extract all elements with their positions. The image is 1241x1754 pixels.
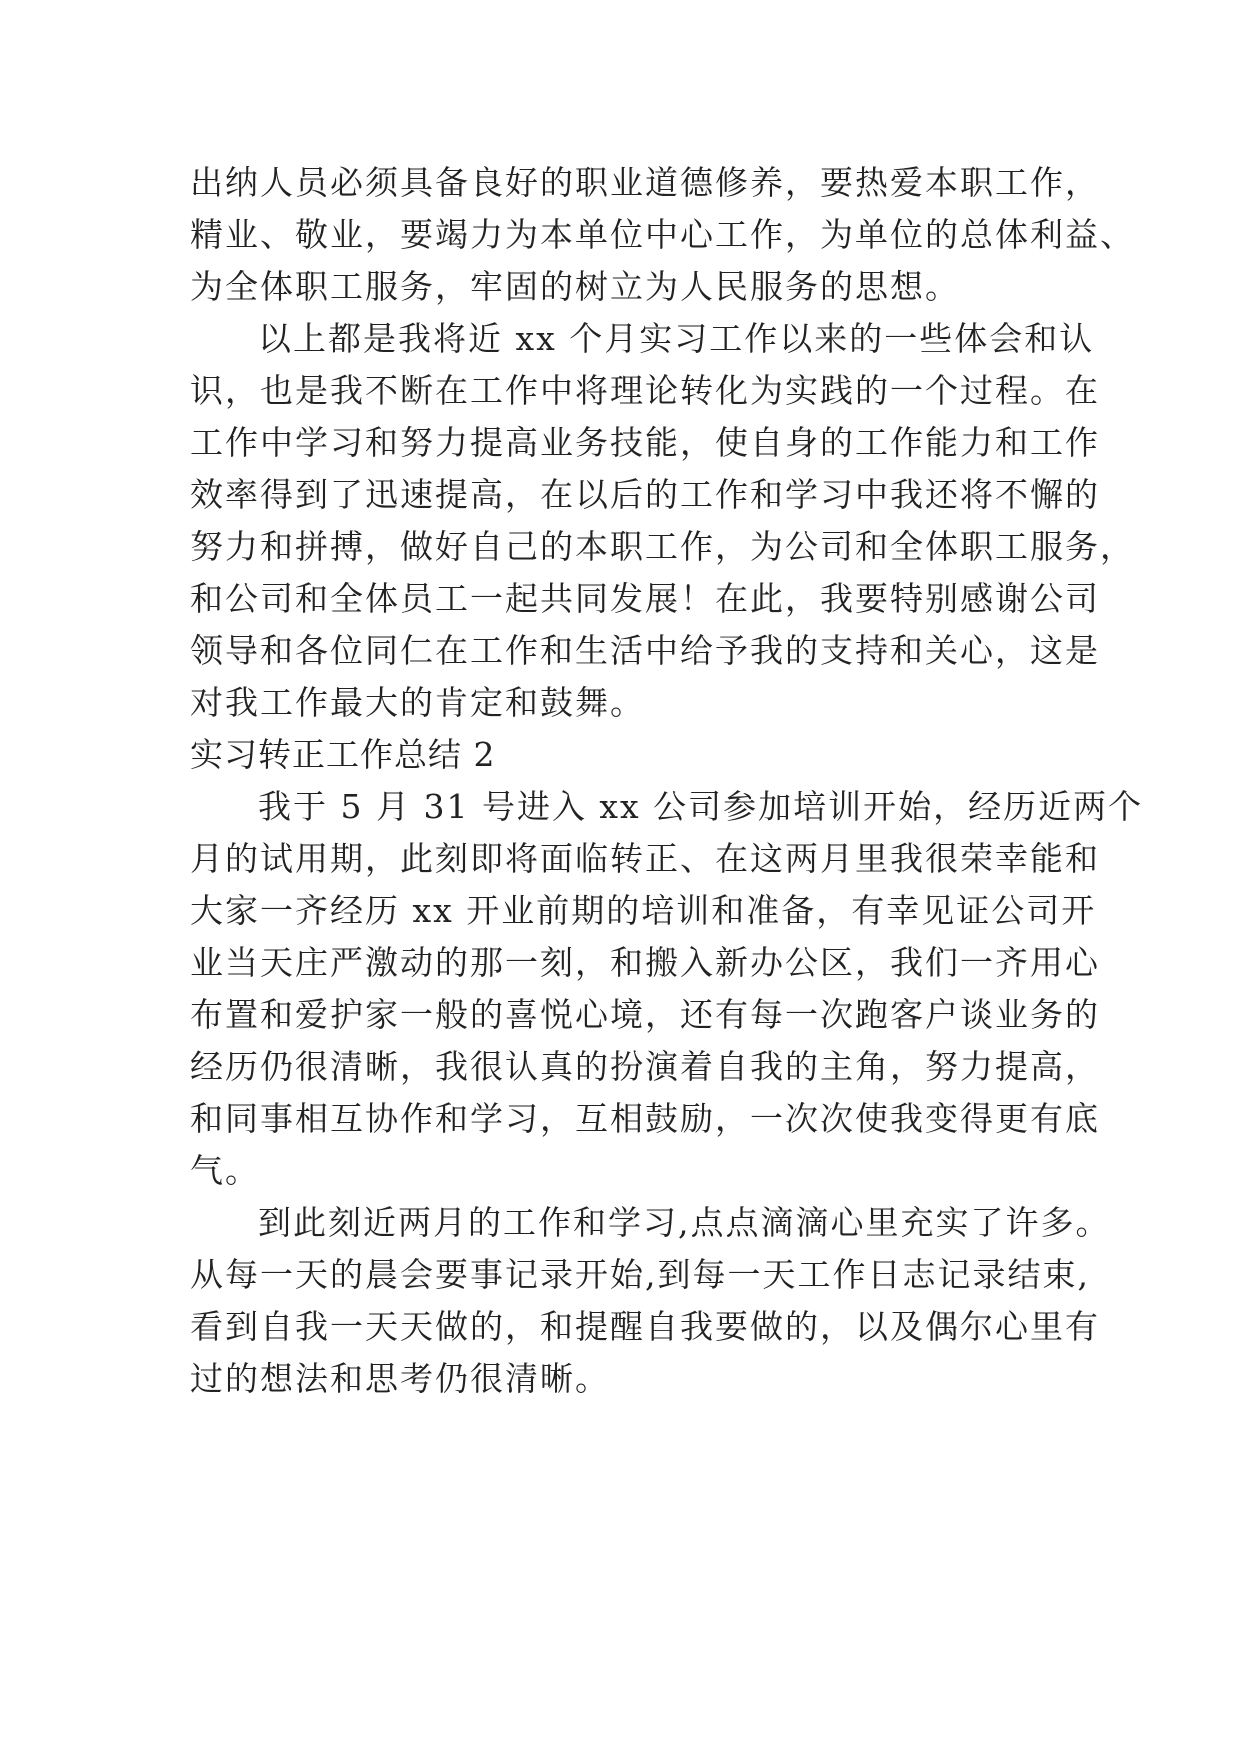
text-line: 大家一齐经历 xx 开业前期的培训和准备，有幸见证公司开	[190, 891, 1097, 930]
text-line: 看到自我一天天做的，和提醒自我要做的，以及偶尔心里有	[190, 1307, 1100, 1346]
text-line: 从每一天的晨会要事记录开始,到每一天工作日志记录结束,	[190, 1255, 1090, 1294]
text-line: 为全体职工服务，牢固的树立为人民服务的思想。	[190, 267, 960, 306]
text-line: 经历仍很清晰，我很认真的扮演着自我的主角，努力提高，	[190, 1047, 1100, 1086]
text-line: 过的想法和思考仍很清晰。	[190, 1359, 610, 1398]
paragraph-daily-records	[190, 1197, 1111, 1405]
text-line: 努力和拼搏，做好自己的本职工作，为公司和全体职工服务，	[190, 527, 1135, 566]
paragraph-training-experience	[190, 781, 1144, 1197]
section-heading: 实习转正工作总结 2	[190, 735, 496, 774]
text-line: 效率得到了迅速提高，在以后的工作和学习中我还将不懈的	[190, 475, 1100, 514]
text-line: 识，也是我不断在工作中将理论转化为实践的一个过程。在	[190, 371, 1100, 410]
text-line: 以上都是我将近 xx 个月实习工作以来的一些体会和认	[258, 319, 1095, 358]
text-line: 和公司和全体员工一起共同发展！在此，我要特别感谢公司	[190, 579, 1100, 618]
paragraph-professional-ethics	[190, 157, 1135, 313]
text-line: 出纳人员必须具备良好的职业道德修养，要热爱本职工作，	[190, 163, 1100, 202]
text-line: 和同事相互协作和学习，互相鼓励，一次次使我变得更有底	[190, 1099, 1100, 1138]
text-line: 领导和各位同仁在工作和生活中给予我的支持和关心，这是	[190, 631, 1100, 670]
text-line: 布置和爱护家一般的喜悦心境，还有每一次跑客户谈业务的	[190, 995, 1100, 1034]
text-line: 业当天庄严激动的那一刻，和搬入新办公区，我们一齐用心	[190, 943, 1100, 982]
text-line: 工作中学习和努力提高业务技能，使自身的工作能力和工作	[190, 423, 1100, 462]
text-line: 到此刻近两月的工作和学习,点点滴滴心里充实了许多。	[258, 1203, 1111, 1242]
paragraph-internship-reflection	[190, 313, 1135, 729]
document-body	[190, 157, 1144, 1405]
text-line: 精业、敬业，要竭力为本单位中心工作，为单位的总体利益、	[190, 215, 1135, 254]
text-line: 对我工作最大的肯定和鼓舞。	[190, 683, 645, 722]
text-line: 月的试用期，此刻即将面临转正、在这两月里我很荣幸能和	[190, 839, 1100, 878]
text-line: 我于 5 月 31 号进入 xx 公司参加培训开始，经历近两个	[258, 787, 1144, 826]
text-line: 气。	[190, 1151, 260, 1190]
